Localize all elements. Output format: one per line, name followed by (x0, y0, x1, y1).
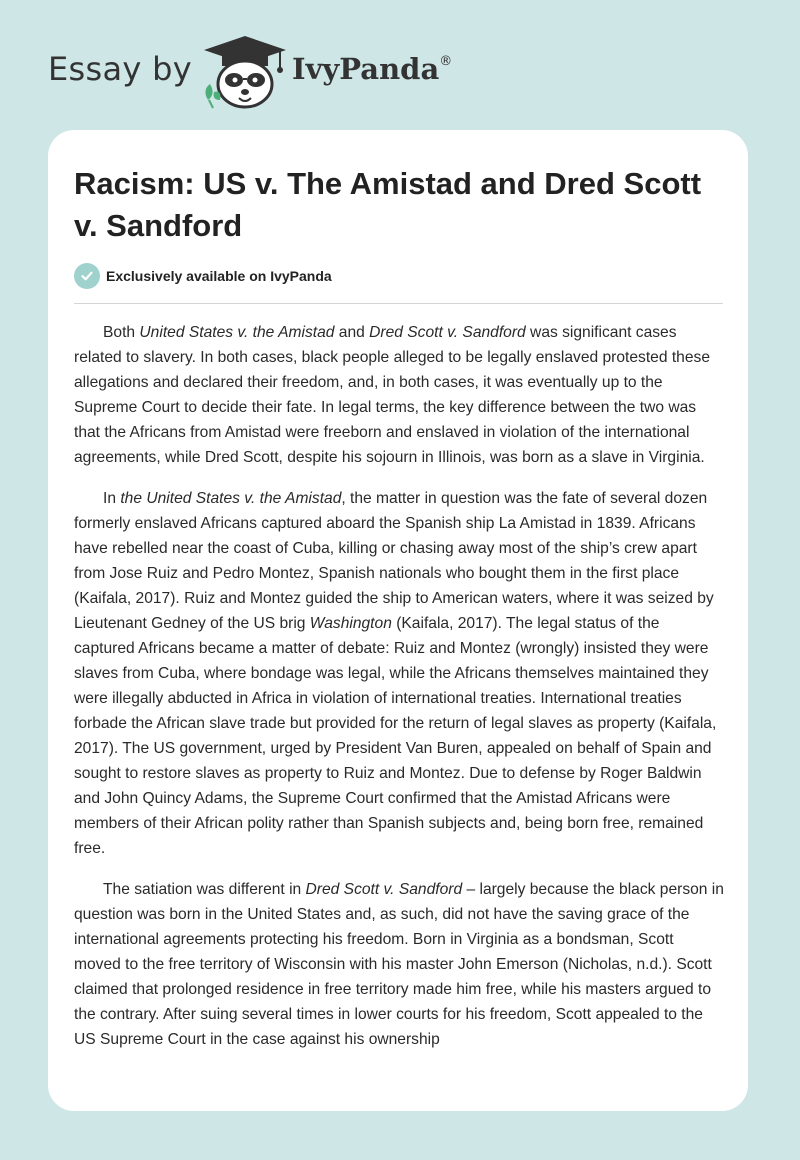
essay-body (74, 320, 724, 1068)
site-header (0, 0, 800, 130)
registered-mark: ® (439, 54, 453, 69)
p3-case-dred-scott: Dred Scott v. Sandford (305, 881, 463, 898)
check-circle-icon (74, 263, 100, 289)
brand-name[interactable] (292, 52, 452, 86)
p3-text-a: The satiation was different in (103, 881, 306, 898)
paragraph-1 (74, 320, 724, 470)
p2-ship-washington: Washington (309, 615, 392, 632)
essay-card (48, 130, 748, 1111)
p1-case-amistad: United States v. the Amistad (139, 324, 335, 341)
p2-case-amistad: the United States v. the Amistad (120, 490, 342, 507)
essay-by-label: Essay by (48, 50, 192, 88)
badge-text: Exclusively available on IvyPanda (106, 268, 332, 284)
p1-text-e: was significant cases related to slavery. In both cases, black people alleged to be legally enslaved protested these allegations and declared their freedom, and, in both cases, it was eventually up to the Supreme Court to decide their fate. In legal terms, the key difference between the two was that the Africans from Amistad were freeborn and enslaved in violation of the international agreements, while Dred Scott, despite his sojourn in Illinois, was born as a slave in Virginia. (74, 324, 710, 466)
panda-graduate-icon[interactable] (200, 34, 290, 110)
p1-case-dred-scott: Dred Scott v. Sandford (369, 324, 526, 341)
p3-text-c: – largely because the black person in question was born in the United States and, as such, did not have the saving grace of the international agreements protecting his freedom. Born in Virginia as a bondsman, Scott moved to the free territory of Wisconsin with his master John Emerson (Nicholas, n.d.). Scott claimed that prolonged residence in free territory made him free, while his masters argued to the contrary. After suing several times in lower courts for his freedom, Scott appealed to the US Supreme Court in the case against his ownership (74, 881, 724, 1048)
divider (74, 303, 723, 304)
paragraph-3 (74, 877, 724, 1052)
p1-text-c: and (334, 324, 370, 341)
brand-name-text: IvyPanda (292, 52, 440, 86)
p2-text-a: In (103, 490, 121, 507)
paragraph-2 (74, 486, 724, 861)
p2-text-c: , the matter in question was the fate of several dozen formerly enslaved Africans captured aboard the Spanish ship La Amistad in 1839. Africans have rebelled near the coast of Cuba, killing or chasing away most of the ship’s crew apart from Jose Ruiz and Pedro Montez, Spanish nationals who bought them in the first place (Kaifala, 2017). Ruiz and Montez guided the ship to American waters, where it was seized by Lieutenant Gedney of the US brig (74, 490, 714, 632)
exclusive-badge (74, 263, 332, 289)
page-title: Racism: US v. The Amistad and Dred Scott v. Sandford (74, 166, 702, 243)
p2-text-e: (Kaifala, 2017). The legal status of the captured Africans became a matter of debate: Ruiz and Montez (wrongly) insisted they were slaves from Cuba, where bondage was legal, while the Africans themselves maintained they were illegally abducted in Africa in violation of international treaties. International treaties forbade the African slave trade but provided for the return of legal slaves as property (Kaifala, 2017). The US government, urged by President Van Buren, appealed on behalf of Spain and sought to restore slaves as property to Ruiz and Montez. Due to defense by Roger Baldwin and John Quincy Adams, the Supreme Court confirmed that the Amistad Africans were members of their African polity rather than Spanish subjects and, being born free, remained free. (74, 615, 717, 857)
p1-text-a: Both (103, 324, 140, 341)
